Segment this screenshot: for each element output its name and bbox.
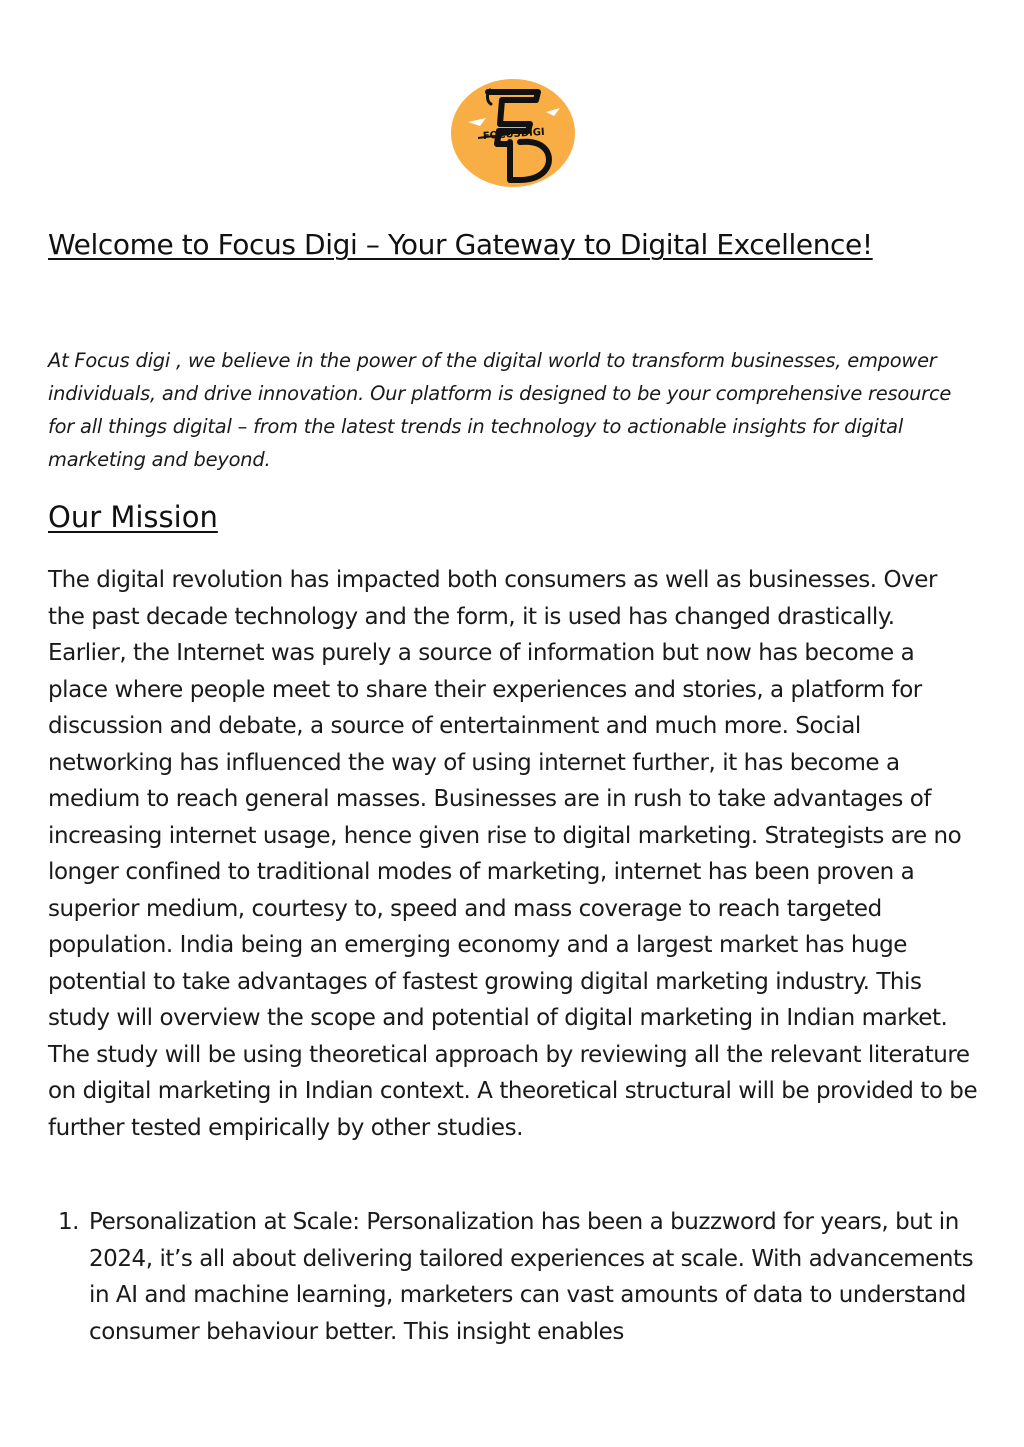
page-title: Welcome to Focus Digi – Your Gateway to Digital Excellence! (48, 228, 873, 261)
mission-heading: Our Mission (48, 500, 218, 534)
trends-list (48, 1204, 978, 1350)
list-item-number: 1. (58, 1209, 80, 1235)
list-item (48, 1204, 978, 1350)
focusdigi-logo (450, 78, 576, 188)
svg-text:FOCUSDIGI: FOCUSDIGI (482, 126, 546, 143)
mission-body: The digital revolution has impacted both consumers as well as businesses. Over the past decade technology and the form, it is used has changed drastically. Earlier, the Internet was purely a source of information but now has become a place where people meet to share their experiences and stories, a platform for discussion and debate, a source of entertainment and much more. Social networking has influenced the way of using internet further, it has become a medium to reach general masses. Businesses are in rush to take advantages of increasing internet usage, hence given rise to digital marketing. Strategists are no longer confined to traditional modes of marketing, internet has been proven a superior medium, courtesy to, speed and mass coverage to reach targeted population. India being an emerging economy and a largest market has huge potential to take advantages of fastest growing digital marketing industry. This study will overview the scope and potential of digital marketing in Indian market. The study will be using theoretical approach by reviewing all the relevant literature on digital marketing in Indian context. A theoretical structural will be provided to be further tested empirically by other studies. (48, 567, 978, 1141)
list-item-text: Personalization at Scale: Personalization has been a buzzword for years, but in 2024, it’s all about delivering tailored experiences at scale. With advancements in AI and machine learning, marketers can vast amounts of data to understand consumer behaviour better. This insight enables (89, 1209, 974, 1345)
focusdigi-logo-icon (450, 78, 576, 188)
intro-paragraph: At Focus digi , we believe in the power of the digital world to transform businesses, empower individuals, and drive innovation. Our platform is designed to be your comprehensive resource for all things digital – from the latest trends in technology to actionable insights for digital marketing and beyond. (48, 349, 952, 471)
